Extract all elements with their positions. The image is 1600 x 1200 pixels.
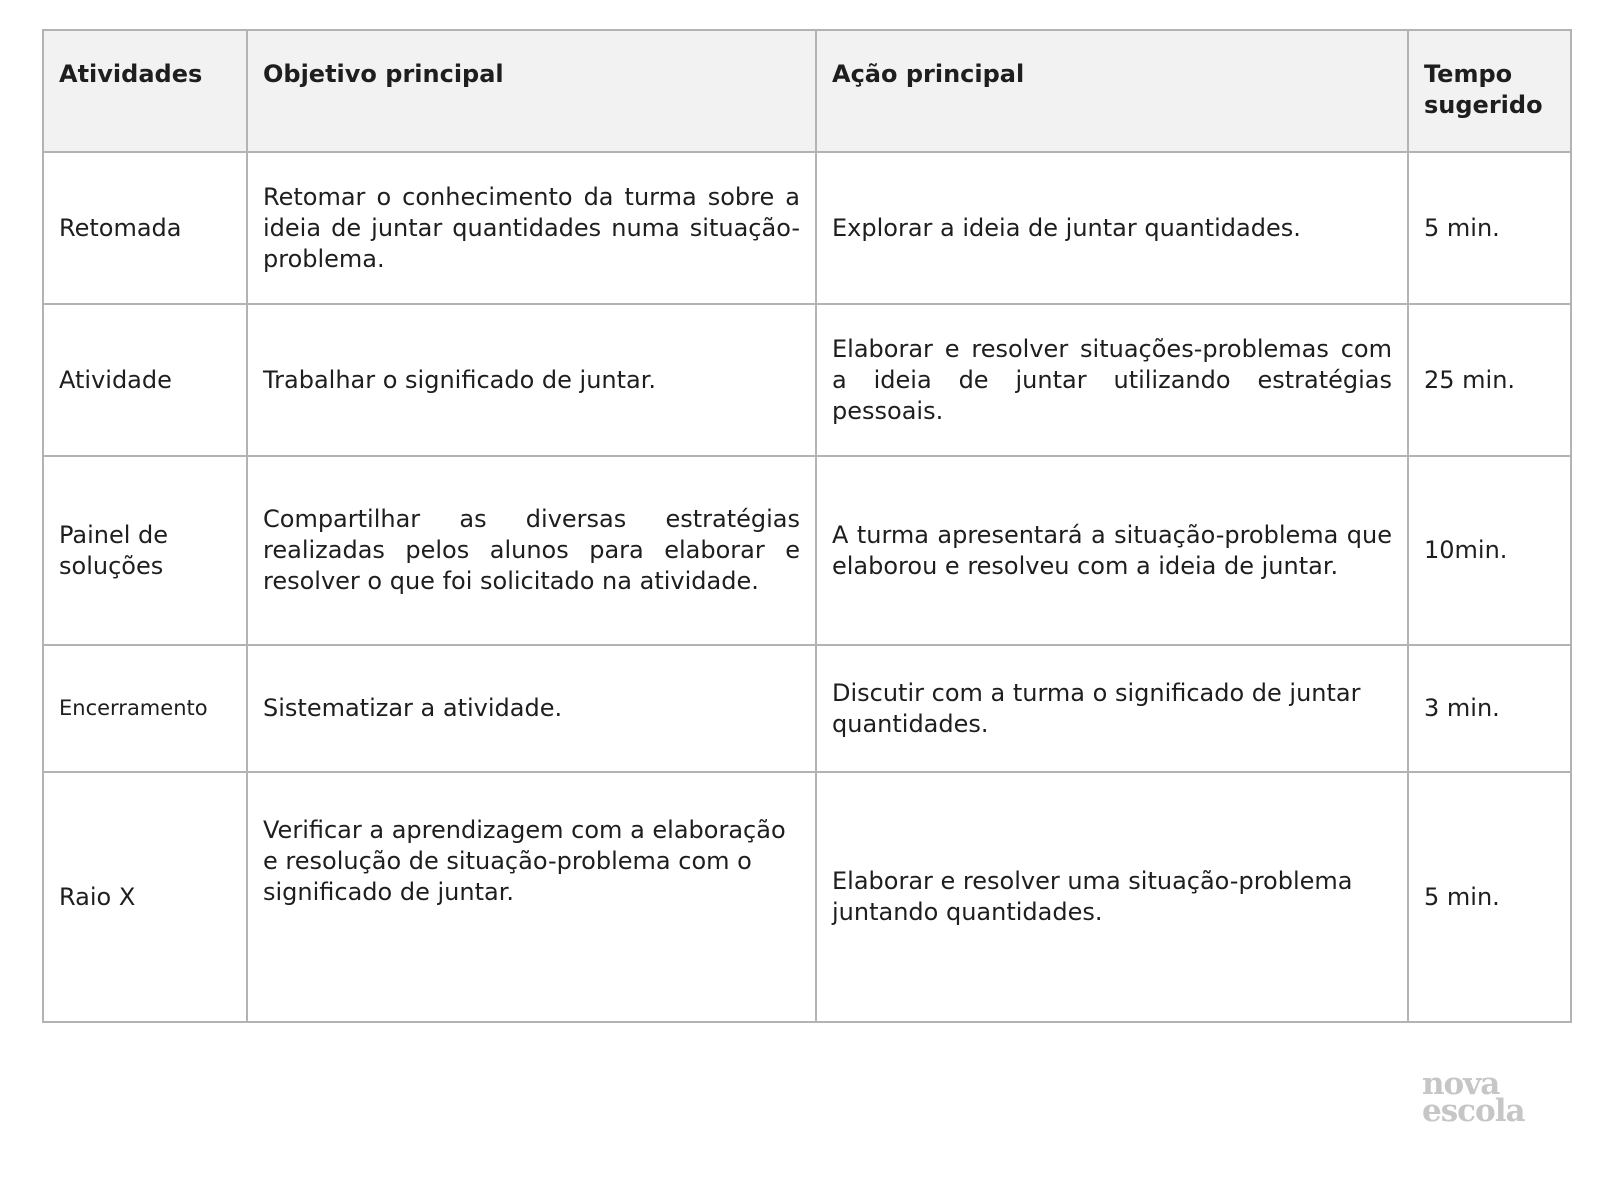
cell-objetivo: Retomar o conhecimento da turma sobre a ideia de juntar quantidades numa situação-problema. xyxy=(247,152,816,304)
cell-objetivo: Compartilhar as diversas estratégias realizadas pelos alunos para elaborar e resolver o que foi solicitado na atividade. xyxy=(247,456,816,645)
cell-objetivo: Sistematizar a atividade. xyxy=(247,645,816,772)
cell-atividade: Encerramento xyxy=(43,645,247,772)
table-row xyxy=(43,645,1571,772)
cell-tempo: 5 min. xyxy=(1408,772,1571,1022)
cell-acao: Explorar a ideia de juntar quantidades. xyxy=(816,152,1408,304)
lesson-plan-table xyxy=(42,29,1572,1023)
cell-tempo: 3 min. xyxy=(1408,645,1571,772)
logo-line-escola: escola xyxy=(1422,1093,1525,1129)
cell-objetivo: Verificar a aprendizagem com a elaboração e resolução de situação-problema com o significado de juntar. xyxy=(247,772,816,1022)
table-row xyxy=(43,772,1571,1022)
table-row xyxy=(43,456,1571,645)
cell-acao: Discutir com a turma o significado de juntar quantidades. xyxy=(816,645,1408,772)
cell-acao: Elaborar e resolver situações-problemas com a ideia de juntar utilizando estratégias pessoais. xyxy=(816,304,1408,456)
cell-tempo: 5 min. xyxy=(1408,152,1571,304)
logo-line-nova: nova xyxy=(1422,1066,1500,1102)
header-atividades: Atividades xyxy=(43,30,247,152)
cell-acao: A turma apresentará a situação-problema que elaborou e resolveu com a ideia de juntar. xyxy=(816,456,1408,645)
cell-atividade: Raio X xyxy=(43,772,247,1022)
table-header-row xyxy=(43,30,1571,152)
cell-acao: Elaborar e resolver uma situação-problema juntando quantidades. xyxy=(816,772,1408,1022)
cell-atividade: Atividade xyxy=(43,304,247,456)
cell-atividade: Painel de soluções xyxy=(43,456,247,645)
table-row xyxy=(43,304,1571,456)
cell-tempo: 10min. xyxy=(1408,456,1571,645)
header-tempo-sugerido: Tempo sugerido xyxy=(1408,30,1571,152)
cell-atividade: Retomada xyxy=(43,152,247,304)
cell-objetivo: Trabalhar o significado de juntar. xyxy=(247,304,816,456)
nova-escola-logo xyxy=(1422,1066,1525,1129)
table-row xyxy=(43,152,1571,304)
header-objetivo-principal: Objetivo principal xyxy=(247,30,816,152)
header-acao-principal: Ação principal xyxy=(816,30,1408,152)
cell-tempo: 25 min. xyxy=(1408,304,1571,456)
